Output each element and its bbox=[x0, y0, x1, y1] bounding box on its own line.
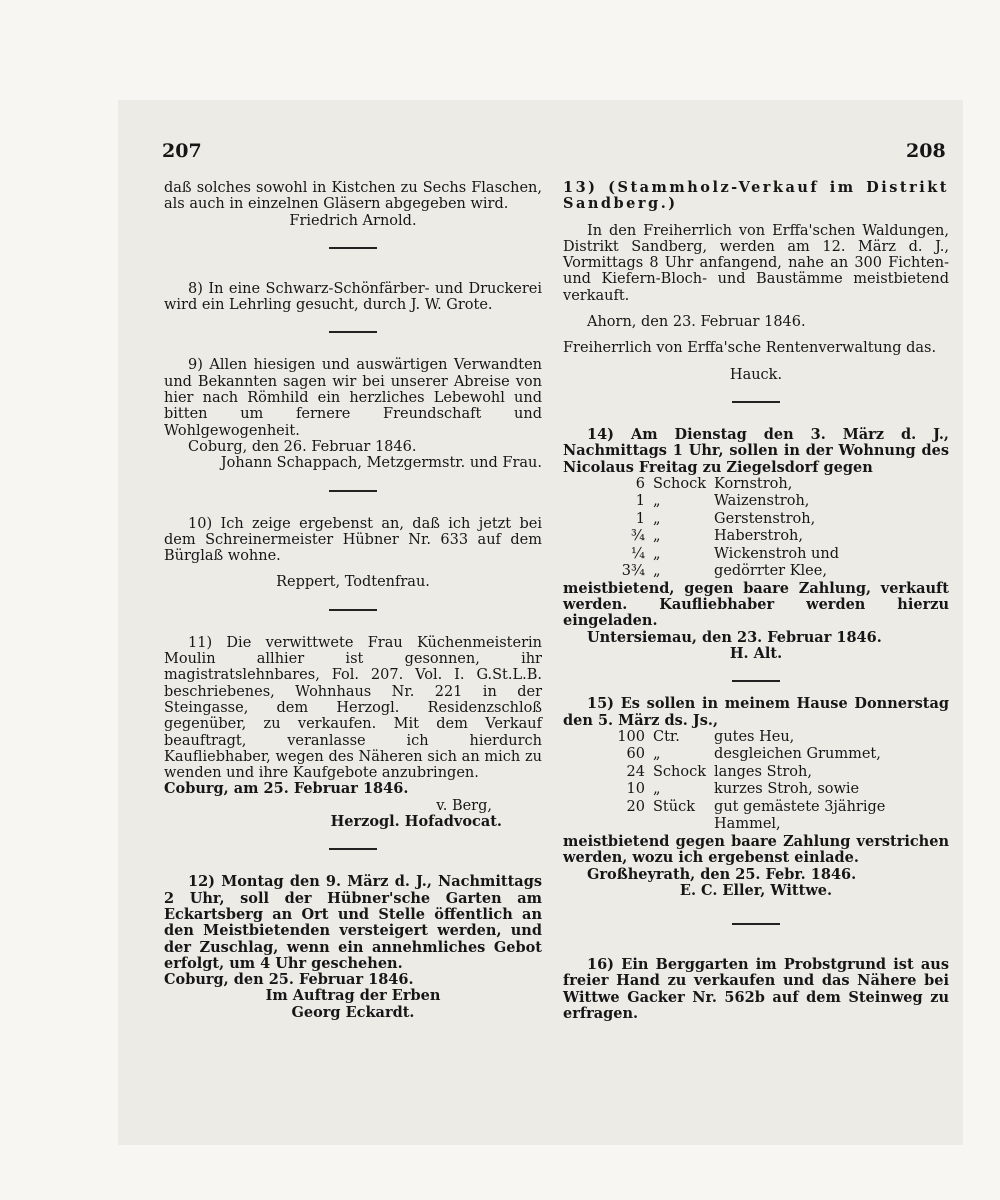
entry-12-text: 12) Montag den 9. März d. J., Nachmittags 2 Uhr, soll der Hübner'sche Garten am Eckartsberg an Ort und Stelle öffentlich an den Meistbietenden versteigert werden, und der Zuschlag, wenn ein annehmliches Gebot erfolgt, um 4 Uhr geschehen. bbox=[164, 873, 542, 972]
entry-7-text: daß solches sowohl in Kistchen zu Sechs Flaschen, als auch in einzelnen Gläsern abgegeben wird. bbox=[164, 180, 542, 213]
goods-item: Kornstroh, bbox=[714, 475, 793, 492]
entry-13-heading: 13) (Stammholz-Verkauf im Distrikt Sandberg.) bbox=[563, 179, 949, 213]
goods-row bbox=[601, 799, 949, 834]
goods-quantity: 10 bbox=[626, 781, 645, 798]
goods-row bbox=[601, 746, 949, 764]
entry-13-signature: Hauck. bbox=[729, 366, 783, 383]
goods-row bbox=[601, 764, 949, 782]
goods-unit: „ bbox=[653, 493, 661, 510]
goods-row bbox=[601, 511, 843, 529]
goods-item: gutes Heu, bbox=[714, 728, 795, 745]
entry-13-place-date: Ahorn, den 23. Februar 1846. bbox=[587, 314, 806, 331]
entry-9-signature: Johann Schappach, Metzgermstr. und Frau. bbox=[220, 455, 542, 472]
goods-unit: Schock bbox=[653, 475, 707, 492]
goods-item: langes Stroh, bbox=[714, 763, 812, 780]
entry-13-authority: Freiherrlich von Erffa'sche Rentenverwaltung das. bbox=[563, 340, 937, 357]
goods-unit: „ bbox=[653, 545, 661, 562]
entry-9-place-date: Coburg, den 26. Februar 1846. bbox=[188, 438, 417, 455]
goods-quantity: 1 bbox=[635, 510, 645, 527]
goods-unit: „ bbox=[653, 746, 661, 763]
goods-row bbox=[601, 729, 949, 747]
goods-item: kurzes Stroh, sowie bbox=[714, 781, 860, 798]
goods-unit: „ bbox=[653, 563, 661, 580]
goods-item: Gerstenstroh, bbox=[714, 510, 816, 527]
entry-11-signature-title: Herzogl. Hofadvocat. bbox=[330, 813, 502, 831]
entry-16-text: 16) Ein Berggarten im Probstgrund ist aus freier Hand zu verkaufen und das Nähere bei Wittwe Gacker Nr. 562b auf dem Steinweg zu erfragen. bbox=[563, 956, 949, 1023]
goods-quantity: ¾ bbox=[630, 528, 645, 545]
goods-quantity: 24 bbox=[626, 763, 645, 780]
goods-quantity: ¼ bbox=[630, 545, 645, 562]
goods-quantity: 3¾ bbox=[621, 563, 645, 580]
entry-13-text: In den Freiherrlich von Erffa'schen Waldungen, Distrikt Sandberg, werden am 12. März d. J., Vormittags 8 Uhr anfangend, nahe an 300 Fichten- und Kiefern-Bloch- und Baustämme meistbietend verkauft. bbox=[563, 222, 949, 304]
entry-11-text: 11) Die verwittwete Frau Küchenmeisterin Moulin allhier ist gesonnen, ihr magistratslehnbares, Fol. 207. Vol. I. G.St.L.B. beschriebenes, Wohnhaus Nr. 221 in der Steingasse, dem Herzogl. Residenzschloß gegenüber, zu verkaufen. Mit dem Verkauf beauftragt, veranlasse ich hierdurch Kaufliebhaber, wegen des Näheren sich an mich zu wenden und ihre Kaufgebote anzubringen. bbox=[164, 634, 542, 782]
goods-unit: Ctr. bbox=[653, 728, 680, 745]
goods-item: Haberstroh, bbox=[714, 528, 803, 545]
entry-12-signature-line2: Georg Eckardt. bbox=[291, 1003, 415, 1021]
goods-quantity: 6 bbox=[635, 475, 645, 492]
entry-14-text: 14) Am Dienstag den 3. März d. J., Nachmittags 1 Uhr, sollen in der Wohnung des Nicolaus Freitag zu Ziegelsdorf gegen bbox=[563, 425, 949, 476]
goods-unit: „ bbox=[653, 510, 661, 527]
goods-item: gut gemästete 3jährige Hammel, bbox=[714, 798, 886, 833]
entry-11-place-date: Coburg, am 25. Februar 1846. bbox=[164, 780, 409, 798]
page-number-right: 208 bbox=[906, 140, 946, 162]
goods-item: desgleichen Grummet, bbox=[714, 746, 881, 763]
goods-unit: „ bbox=[653, 781, 661, 798]
goods-quantity: 20 bbox=[626, 798, 645, 815]
goods-unit: Stück bbox=[653, 798, 696, 815]
entry-7-signature: Friedrich Arnold. bbox=[289, 212, 417, 229]
goods-item: Wickenstroh und bbox=[714, 545, 839, 562]
entry-9-text: 9) Allen hiesigen und auswärtigen Verwandten und Bekannten sagen wir bei unserer Abreise von hier nach Römhild ein herzliches Lebewohl und bitten um fernere Freundschaft und Wohlgewogenheit. bbox=[164, 357, 542, 439]
goods-row bbox=[601, 563, 843, 581]
entry-10-signature: Reppert, Todtenfrau. bbox=[276, 574, 430, 591]
goods-row bbox=[601, 546, 843, 564]
goods-quantity: 1 bbox=[635, 493, 645, 510]
goods-row bbox=[601, 493, 843, 511]
right-column bbox=[563, 180, 949, 1022]
goods-row bbox=[601, 476, 843, 494]
goods-quantity: 100 bbox=[617, 728, 645, 745]
entry-15-text: 15) Es sollen in meinem Hause Donnerstag den 5. März ds. Js., bbox=[563, 695, 949, 729]
entry-15-closing: meistbietend gegen baare Zahlung verstrichen werden, wozu ich ergebenst einlade. bbox=[563, 832, 949, 867]
entry-15-signature: E. C. Eller, Wittwe. bbox=[679, 881, 833, 899]
entry-10-text: 10) Ich zeige ergebenst an, daß ich jetzt bei dem Schreinermeister Hübner Nr. 633 auf dem Bürglaß wohne. bbox=[164, 515, 542, 565]
goods-row bbox=[601, 528, 843, 546]
goods-unit: Schock bbox=[653, 763, 707, 780]
goods-unit: „ bbox=[653, 528, 661, 545]
entry-12-signature-line1: Im Auftrag der Erben bbox=[265, 987, 441, 1005]
goods-row bbox=[601, 781, 949, 799]
entry-14-place-date: Untersiemau, den 23. Februar 1846. bbox=[587, 628, 882, 646]
goods-item: Waizenstroh, bbox=[714, 493, 810, 510]
goods-item: gedörrter Klee, bbox=[714, 563, 827, 580]
entry-15-goods-list bbox=[601, 729, 949, 834]
entry-11-signature-name: v. Berg, bbox=[436, 797, 492, 814]
entry-8-text: 8) In eine Schwarz-Schönfärber- und Druckerei wird ein Lehrling gesucht, durch J. W. Grote. bbox=[164, 280, 542, 314]
goods-quantity: 60 bbox=[626, 746, 645, 763]
entry-14-goods-list bbox=[601, 476, 843, 581]
entry-14-closing: meistbietend, gegen baare Zahlung, verkauft werden. Kaufliebhaber werden hierzu eingeladen. bbox=[563, 579, 949, 630]
left-column bbox=[164, 180, 542, 1021]
entry-14-signature: H. Alt. bbox=[729, 645, 783, 663]
page-number-left: 207 bbox=[162, 140, 202, 162]
entry-12-place-date: Coburg, den 25. Februar 1846. bbox=[164, 971, 414, 989]
entry-15-place-date: Großheyrath, den 25. Febr. 1846. bbox=[587, 865, 857, 883]
